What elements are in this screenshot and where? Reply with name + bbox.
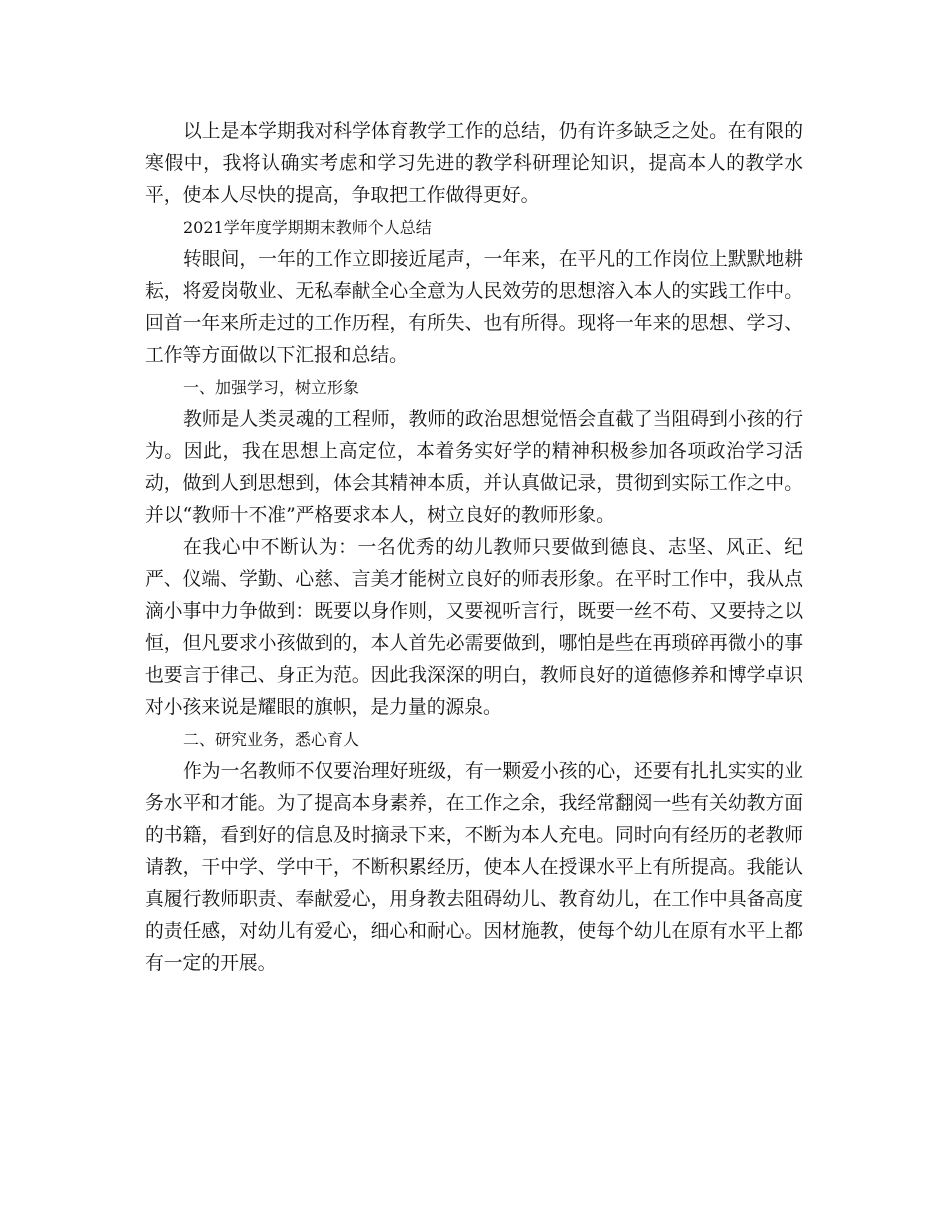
paragraph-conclusion: 以上是本学期我对科学体育教学工作的总结，仍有许多缺乏之处。在有限的寒假中，我将认确实考虑和学习先进的教学科研理论知识，提高本人的教学水平，使本人尽快的提高，争取把工作做得更好。 (145, 121, 803, 206)
paragraph-study-1: 教师是人类灵魂的工程师，教师的政治思想觉悟会直截了当阻碍到小孩的行为。因此，我在思想上高定位，本着务实好学的精神积极参加各项政治学习活动，做到人到思想到，体会其精神本质，并认真做记录，贯彻到实际工作之中。并以“教师十不准”严格要求本人，树立良好的教师形象。 (145, 409, 803, 526)
heading-research: 二、研究业务，悉心育人 (183, 730, 360, 749)
paragraph-research: 作为一名教师不仅要治理好班级，有一颗爱小孩的心，还要有扎扎实实的业务水平和才能。为了提高本身素养，在工作之余，我经常翻阅一些有关幼教方面的书籍，看到好的信息及时摘录下来，不断为本人充电。同时向有经历的老教师请教，干中学、学中干，不断积累经历，使本人在授课水平上有所提高。我能认真履行教师职责、奉献爱心，用身教去阻碍幼儿、教育幼儿，在工作中具备高度的责任感，对幼儿有爱心，细心和耐心。因材施教，使每个幼儿在原有水平上都有一定的开展。 (145, 761, 803, 974)
heading-study: 一、加强学习，树立形象 (183, 378, 360, 397)
paragraph-intro: 转眼间，一年的工作立即接近尾声，一年来，在平凡的工作岗位上默默地耕耘，将爱岗敬业、无私奉献全心全意为人民效劳的思想溶入本人的实践工作中。回首一年来所走过的工作历程，有所失、也有所得。现将一年来的思想、学习、工作等方面做以下汇报和总结。 (145, 249, 803, 366)
document-body (145, 116, 803, 980)
paragraph-study-2: 在我心中不断认为：一名优秀的幼儿教师只要做到德良、志坚、风正、纪严、仪端、学勤、心慈、言美才能树立良好的师表形象。在平时工作中，我从点滴小事中力争做到：既要以身作则，又要视听言行，既要一丝不苟、又要持之以恒，但凡要求小孩做到的，本人首先必需要做到，哪怕是些在再琐碎再微小的事也要言于律己、身正为范。因此我深深的明白，教师良好的道德修养和博学卓识对小孩来说是耀眼的旗帜，是力量的源泉。 (145, 537, 803, 718)
section-title: 2021学年度学期期末教师个人总结 (183, 218, 432, 237)
